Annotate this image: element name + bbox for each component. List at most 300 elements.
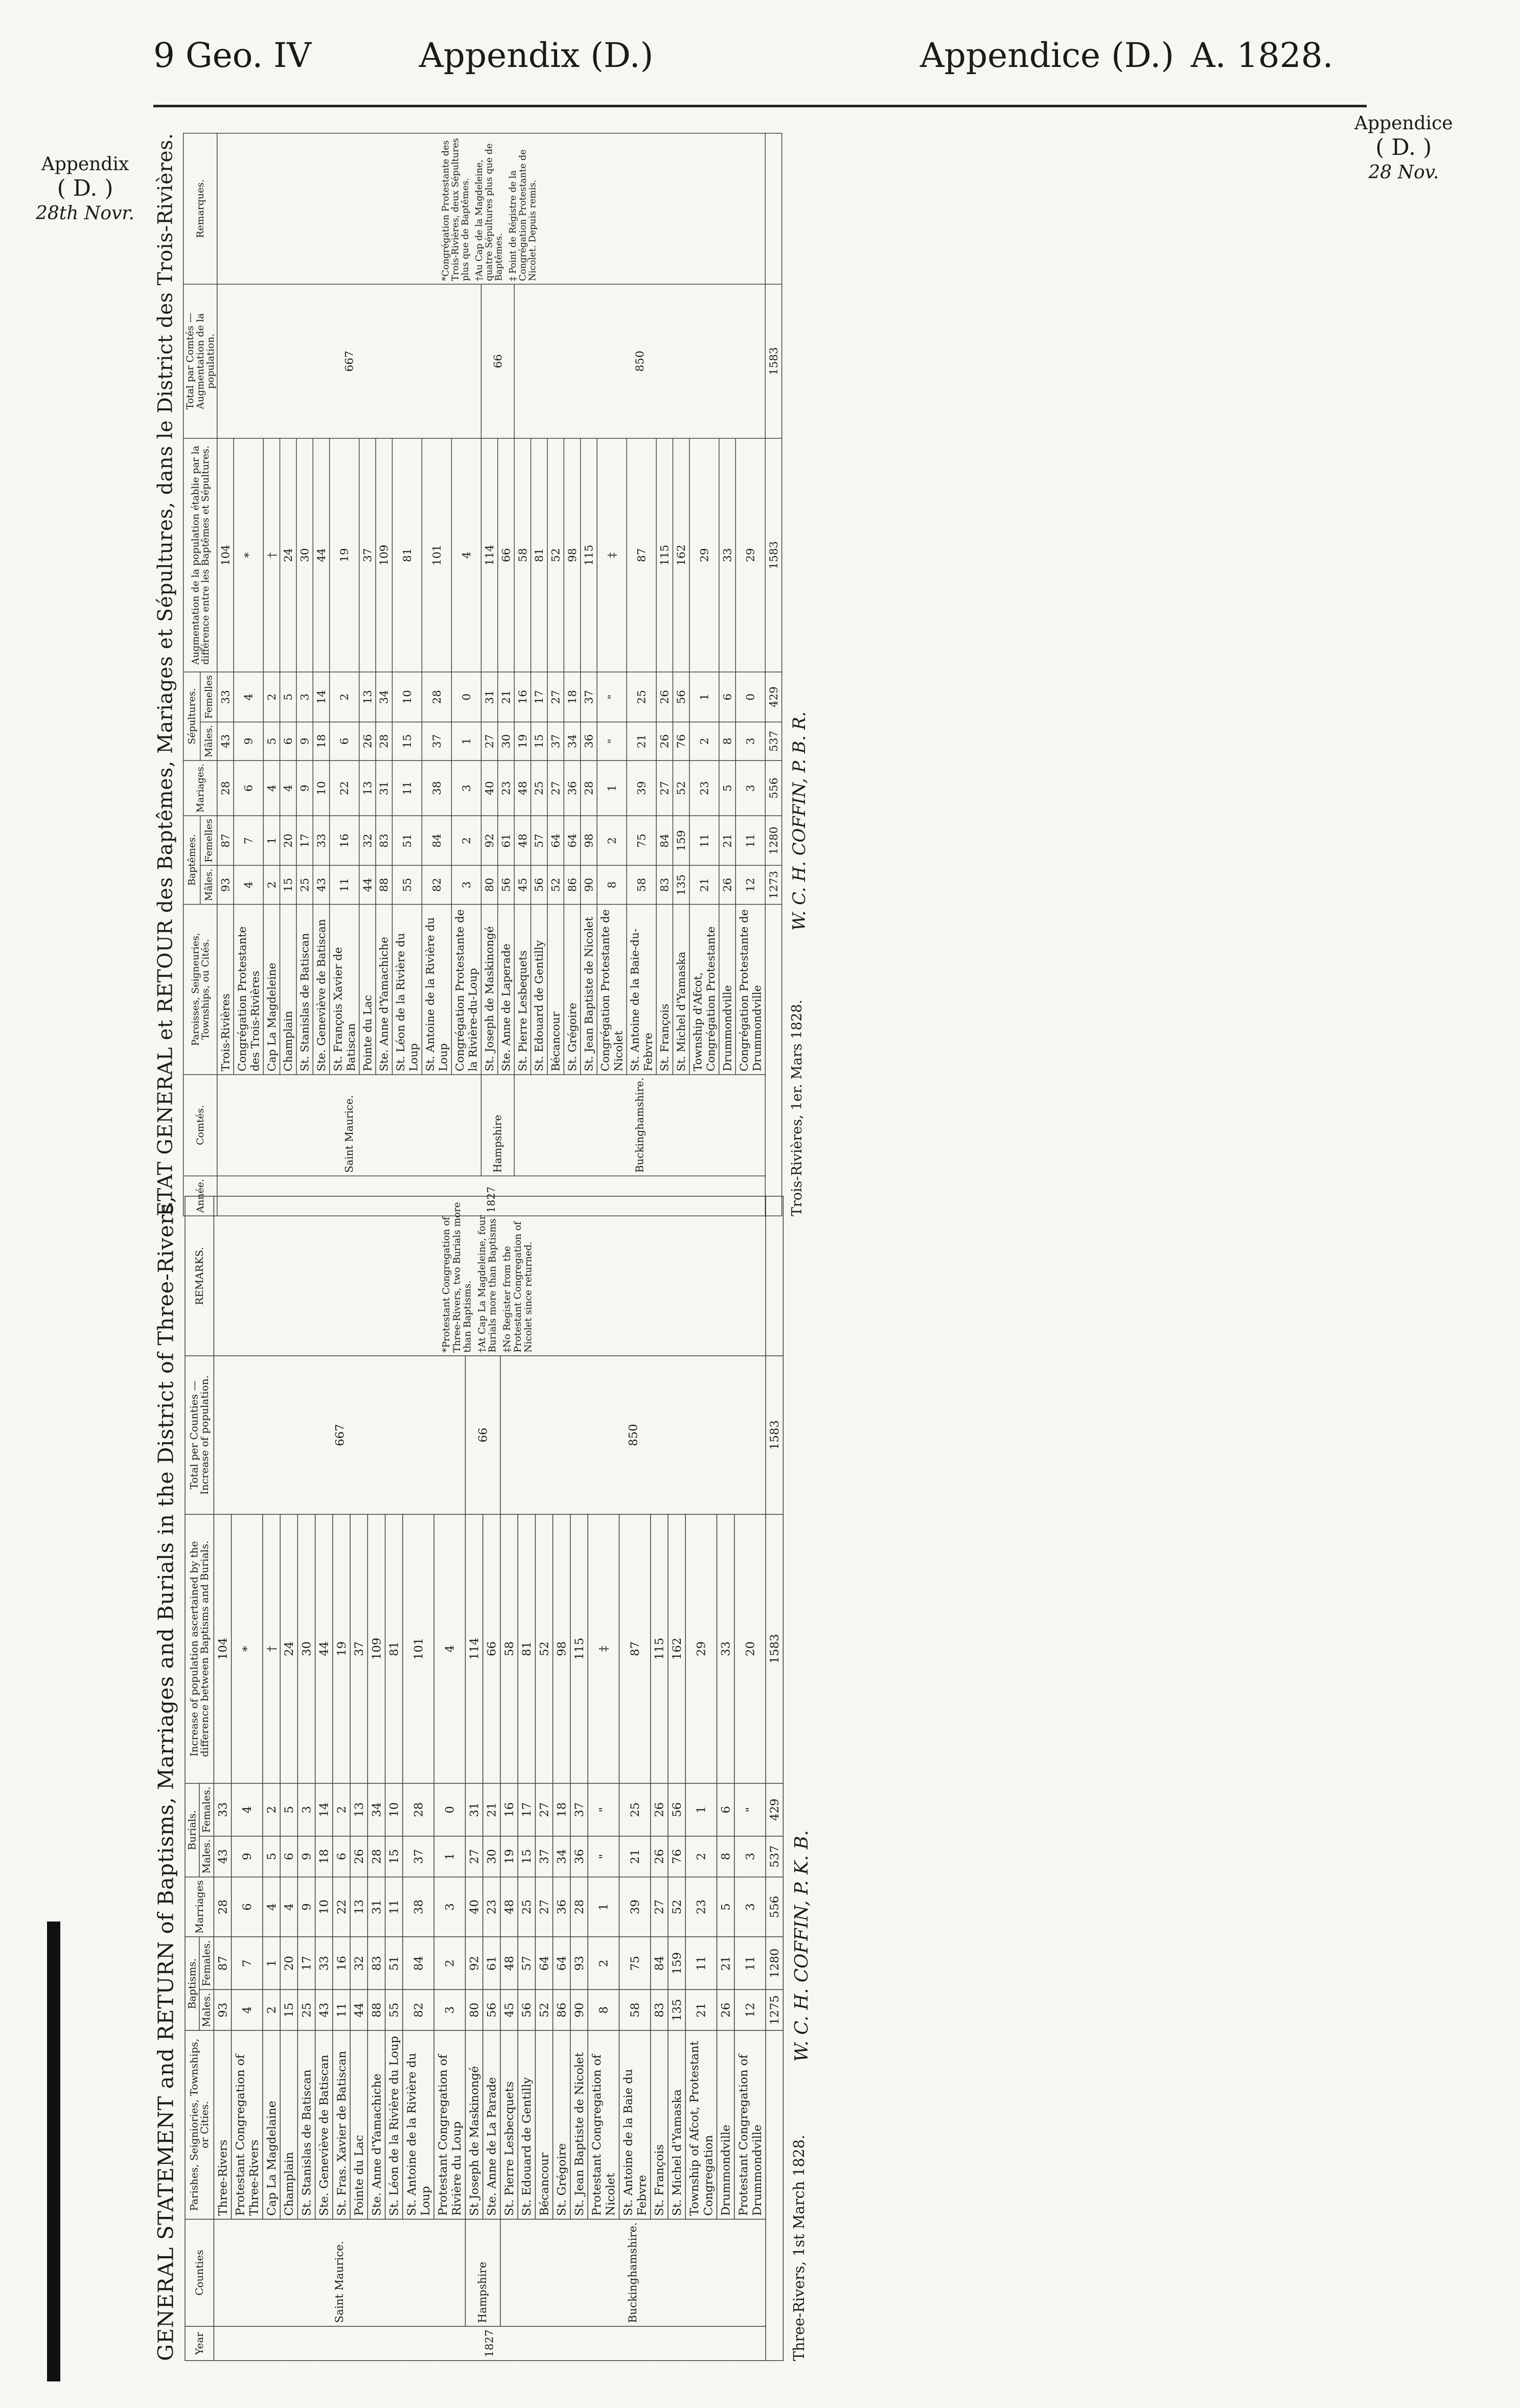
value-cell: 9: [231, 1836, 262, 1877]
value-cell: 1: [263, 816, 280, 865]
value-cell: 51: [393, 816, 422, 865]
value-cell: 1: [597, 760, 627, 816]
value-cell: 5: [719, 760, 735, 816]
county-total-cell: 667: [214, 1356, 465, 1514]
value-cell: 8: [719, 722, 735, 761]
value-cell: 115: [570, 1514, 588, 1784]
value-cell: 48: [500, 1877, 518, 1937]
parish-cell: Protestant Congregation of Rivière du Loup: [434, 2030, 465, 2219]
value-cell: 2: [685, 1836, 717, 1877]
value-cell: 2: [333, 1784, 350, 1836]
value-cell: 6: [717, 1784, 734, 1836]
value-cell: 36: [581, 722, 597, 761]
value-cell: 13: [359, 672, 376, 722]
value-cell: 135: [673, 866, 689, 905]
value-cell: 31: [376, 760, 392, 816]
total-cell: 429: [765, 672, 781, 722]
value-cell: 28: [214, 1877, 231, 1937]
value-cell: 16: [333, 1937, 350, 1989]
value-cell: 52: [535, 1514, 552, 1784]
value-cell: 87: [619, 1514, 650, 1784]
county-total-cell: 667: [217, 284, 481, 438]
value-cell: 12: [735, 866, 765, 905]
value-cell: 4: [280, 760, 296, 816]
parish-cell: Bécancour: [547, 904, 564, 1074]
remark-note: *Congrégation Protestante des Trois-Rivières, deux Sépultures plus que de Baptêmes.: [440, 138, 471, 282]
parish-cell: St. Grégoire: [564, 904, 580, 1074]
value-cell: 2: [689, 722, 719, 761]
value-cell: 37: [350, 1514, 367, 1784]
increase-header: Augmentation de la population établie par la différence entre les Baptêmes et Sépultures.: [183, 438, 217, 672]
county-cell: Hampshire: [465, 2219, 500, 2326]
value-cell: 7: [234, 816, 263, 865]
parish-cell: Pointe du Lac: [359, 904, 376, 1074]
parish-cell: Cap La Magdelaine: [263, 2030, 280, 2219]
value-cell: 115: [656, 438, 673, 672]
baptisms-header: Baptisms.: [185, 1937, 199, 2030]
value-cell: 34: [367, 1784, 385, 1836]
running-head-session: 9 Geo. IV: [153, 36, 312, 75]
value-cell: 28: [570, 1877, 588, 1937]
english-signature: W. C. H. COFFIN, P. K. B.: [791, 1830, 812, 2062]
county-total-cell: 66: [465, 1356, 500, 1514]
value-cell: 83: [376, 816, 392, 865]
value-cell: 18: [315, 1836, 332, 1877]
burials-males-header: Mâles.: [200, 722, 217, 761]
remark-note: ‡No Register from the Protestant Congregation of Nicolet since returned.: [502, 1221, 534, 1353]
value-cell: 45: [500, 1989, 518, 2030]
french-return: [153, 133, 809, 1216]
value-cell: 18: [564, 672, 580, 722]
value-cell: 15: [385, 1836, 402, 1877]
county-cell: Saint Maurice.: [217, 1075, 481, 1176]
value-cell: 114: [481, 438, 498, 672]
value-cell: 20: [734, 1514, 766, 1784]
totals-row: [765, 133, 781, 1216]
value-cell: 2: [263, 672, 280, 722]
parish-cell: St. François: [656, 904, 673, 1074]
value-cell: 44: [313, 438, 329, 672]
value-cell: 83: [651, 1989, 668, 2030]
remarks-cell: [214, 1196, 766, 1356]
value-cell: 19: [333, 1514, 350, 1784]
value-cell: 22: [333, 1877, 350, 1937]
value-cell: 2: [263, 1784, 280, 1836]
baptisms-females-header: Femelles: [200, 816, 217, 865]
value-cell: 18: [313, 722, 329, 761]
value-cell: 31: [465, 1784, 482, 1836]
value-cell: 101: [403, 1514, 434, 1784]
value-cell: 43: [217, 722, 234, 761]
value-cell: 81: [385, 1514, 402, 1784]
value-cell: 34: [376, 672, 392, 722]
value-cell: 11: [735, 816, 765, 865]
value-cell: 52: [547, 438, 564, 672]
value-cell: 26: [719, 866, 735, 905]
value-cell: 45: [514, 866, 531, 905]
value-cell: 14: [313, 672, 329, 722]
parish-cell: Ste. Geneviève de Batiscan: [313, 904, 329, 1074]
value-cell: 23: [685, 1877, 717, 1937]
value-cell: 37: [535, 1836, 552, 1877]
value-cell: 44: [359, 866, 376, 905]
value-cell: 48: [514, 816, 531, 865]
value-cell: 75: [619, 1937, 650, 1989]
parish-cell: St. Stanislas de Batiscan: [297, 2030, 315, 2219]
margin-note-label: Appendix: [41, 154, 129, 175]
counties-header: Counties: [185, 2219, 214, 2326]
value-cell: 57: [531, 816, 547, 865]
value-cell: 8: [597, 866, 627, 905]
value-cell: 6: [280, 722, 296, 761]
value-cell: 23: [483, 1877, 500, 1937]
value-cell: 27: [535, 1877, 552, 1937]
value-cell: 2: [597, 816, 627, 865]
value-cell: 87: [214, 1937, 231, 1989]
french-title: ETAT GENERAL et RETOUR des Baptêmes, Mariages et Sépultures, dans le District des Trois-Rivières.: [153, 132, 177, 1216]
value-cell: 19: [330, 438, 359, 672]
value-cell: 11: [685, 1937, 717, 1989]
value-cell: 58: [500, 1514, 518, 1784]
total-cell: 537: [766, 1836, 783, 1877]
value-cell: 66: [498, 438, 514, 672]
value-cell: 8: [717, 1836, 734, 1877]
value-cell: 22: [330, 760, 359, 816]
value-cell: 36: [570, 1836, 588, 1877]
value-cell: 15: [393, 722, 422, 761]
value-cell: *: [231, 1514, 262, 1784]
value-cell: 36: [552, 1877, 570, 1937]
value-cell: 55: [385, 1989, 402, 2030]
value-cell: 25: [627, 672, 656, 722]
value-cell: 4: [280, 1877, 297, 1937]
value-cell: 4: [263, 760, 280, 816]
value-cell: 58: [627, 866, 656, 905]
value-cell: ": [597, 722, 627, 761]
value-cell: 6: [231, 1877, 262, 1937]
parish-cell: St. Léon de la Rivière du Loup: [385, 2030, 402, 2219]
value-cell: 17: [296, 816, 313, 865]
value-cell: 1: [588, 1877, 619, 1937]
value-cell: 20: [280, 816, 296, 865]
value-cell: 87: [627, 438, 656, 672]
value-cell: 162: [668, 1514, 685, 1784]
value-cell: 27: [651, 1877, 668, 1937]
value-cell: 93: [217, 866, 234, 905]
value-cell: 5: [717, 1877, 734, 1937]
value-cell: 86: [552, 1989, 570, 2030]
parish-cell: Ste. Geneviève de Batiscan: [315, 2030, 332, 2219]
value-cell: 52: [668, 1877, 685, 1937]
value-cell: 55: [393, 866, 422, 905]
parish-cell: St Joseph de Maskinongé: [465, 2030, 482, 2219]
total-cell: 556: [766, 1877, 783, 1937]
value-cell: 37: [422, 722, 452, 761]
english-return: [153, 1196, 812, 2361]
value-cell: ‡: [588, 1514, 619, 1784]
value-cell: 80: [481, 866, 498, 905]
value-cell: 26: [656, 722, 673, 761]
value-cell: 21: [483, 1784, 500, 1836]
parish-cell: Ste. Anne d'Yamachiche: [376, 904, 392, 1074]
running-head-appendice: Appendice (D.): [920, 36, 1174, 75]
value-cell: 3: [734, 1836, 766, 1877]
total-cell: 1275: [766, 1989, 783, 2030]
value-cell: 56: [518, 1989, 535, 2030]
value-cell: 3: [296, 672, 313, 722]
parish-cell: Congrégation Protestante de Nicolet: [597, 904, 627, 1074]
value-cell: 98: [581, 816, 597, 865]
value-cell: 28: [376, 722, 392, 761]
value-cell: 10: [393, 672, 422, 722]
parish-cell: Three-Rivers: [214, 2030, 231, 2219]
value-cell: 27: [535, 1784, 552, 1836]
value-cell: 28: [403, 1784, 434, 1836]
value-cell: 1: [434, 1836, 465, 1877]
value-cell: 75: [627, 816, 656, 865]
value-cell: 9: [234, 722, 263, 761]
parish-cell: Pointe du Lac: [350, 2030, 367, 2219]
value-cell: 64: [564, 816, 580, 865]
parish-cell: St. Stanislas de Batiscan: [296, 904, 313, 1074]
value-cell: 4: [231, 1784, 262, 1836]
baptisms-females-header: Females.: [199, 1937, 214, 1989]
county-cell: Buckinghamshire.: [514, 1075, 765, 1176]
value-cell: ": [588, 1836, 619, 1877]
value-cell: 13: [350, 1877, 367, 1937]
value-cell: 58: [514, 438, 531, 672]
value-cell: 109: [376, 438, 392, 672]
value-cell: ‡: [597, 438, 627, 672]
margin-note-letter: ( D. ): [1375, 134, 1432, 161]
parish-cell: St. Joseph de Maskinongé: [481, 904, 498, 1074]
remark-note: ‡ Point de Régistre de la Congrégation Protestante de Nicolet. Depuis remis.: [508, 149, 538, 282]
value-cell: 26: [656, 672, 673, 722]
table-row: [214, 1196, 231, 2361]
value-cell: 81: [531, 438, 547, 672]
value-cell: 81: [518, 1514, 535, 1784]
value-cell: 82: [422, 866, 452, 905]
value-cell: 24: [280, 1514, 297, 1784]
totals-row: [766, 1196, 783, 2361]
remark-note: †At Cap La Magdeleine, four Burials more than Baptisms: [476, 1215, 498, 1353]
value-cell: 18: [552, 1784, 570, 1836]
value-cell: 11: [330, 866, 359, 905]
value-cell: 3: [452, 866, 481, 905]
parish-cell: Bécancour: [535, 2030, 552, 2219]
value-cell: †: [263, 438, 280, 672]
value-cell: 64: [552, 1937, 570, 1989]
value-cell: 11: [393, 760, 422, 816]
value-cell: 43: [214, 1836, 231, 1877]
value-cell: 3: [734, 1877, 766, 1937]
total-cell: 1583: [765, 284, 781, 438]
value-cell: 28: [217, 760, 234, 816]
value-cell: 2: [330, 672, 359, 722]
value-cell: 12: [734, 1989, 766, 2030]
value-cell: 6: [330, 722, 359, 761]
value-cell: 1: [685, 1784, 717, 1836]
parish-cell: St. Jean Baptiste de Nicolet: [581, 904, 597, 1074]
value-cell: 2: [452, 816, 481, 865]
value-cell: 61: [498, 816, 514, 865]
value-cell: 30: [498, 722, 514, 761]
remark-note: †Au Cap de la Magdeleine, quatre Sépultures plus que de Baptêmes.: [474, 143, 504, 282]
value-cell: 10: [313, 760, 329, 816]
value-cell: 86: [564, 866, 580, 905]
value-cell: 5: [263, 1836, 280, 1877]
english-date: Three-Rivers, 1st March 1828.: [791, 2135, 808, 2361]
counties-header: Comtés.: [183, 1075, 217, 1176]
parish-cell: Drummondville: [719, 904, 735, 1074]
value-cell: 27: [481, 722, 498, 761]
parish-cell: St. Pierre Lesbecquets: [500, 2030, 518, 2219]
value-cell: 34: [552, 1836, 570, 1877]
parish-cell: St. Fras. Xavier de Batiscan: [333, 2030, 350, 2219]
value-cell: 33: [719, 438, 735, 672]
parish-cell: St. Antoine de la Baie-du-Febvre: [627, 904, 656, 1074]
value-cell: 21: [619, 1836, 650, 1877]
value-cell: 87: [217, 816, 234, 865]
value-cell: 39: [627, 760, 656, 816]
margin-note-left: [36, 153, 134, 224]
value-cell: 4: [434, 1514, 465, 1784]
value-cell: 29: [735, 438, 765, 672]
value-cell: 52: [673, 760, 689, 816]
parish-cell: Congrégation Protestante des Trois-Rivières: [234, 904, 263, 1074]
marriages-header: Marriages: [185, 1877, 214, 1937]
value-cell: 19: [500, 1836, 518, 1877]
total-cell: 1280: [766, 1937, 783, 1989]
parish-cell: Ste. Anne d'Yamachiche: [367, 2030, 385, 2219]
table-row: [217, 133, 234, 1216]
value-cell: 16: [500, 1784, 518, 1836]
value-cell: 2: [588, 1937, 619, 1989]
value-cell: 15: [280, 1989, 297, 2030]
parish-cell: Champlain: [280, 904, 296, 1074]
value-cell: 17: [518, 1784, 535, 1836]
county-cell: Buckinghamshire.: [500, 2219, 766, 2326]
value-cell: 88: [376, 866, 392, 905]
value-cell: 88: [367, 1989, 385, 2030]
value-cell: †: [263, 1514, 280, 1784]
value-cell: 159: [668, 1937, 685, 1989]
total-cell: 556: [765, 760, 781, 816]
value-cell: 9: [297, 1877, 315, 1937]
parish-cell: St. Jean Baptiste de Nicolet: [570, 2030, 588, 2219]
value-cell: 30: [483, 1836, 500, 1877]
parish-cell: St. Michel d'Yamaska: [673, 904, 689, 1074]
value-cell: 26: [717, 1989, 734, 2030]
value-cell: 33: [313, 816, 329, 865]
value-cell: 4: [234, 866, 263, 905]
parish-cell: St. Edouard de Gentilly: [518, 2030, 535, 2219]
value-cell: 13: [359, 760, 376, 816]
value-cell: 2: [263, 866, 280, 905]
value-cell: 43: [315, 1989, 332, 2030]
value-cell: 31: [481, 672, 498, 722]
total-cell: 1280: [765, 816, 781, 865]
value-cell: 21: [685, 1989, 717, 2030]
value-cell: 81: [393, 438, 422, 672]
value-cell: 37: [359, 438, 376, 672]
value-cell: 4: [452, 438, 481, 672]
parish-cell: Drummondville: [717, 2030, 734, 2219]
value-cell: 21: [717, 1937, 734, 1989]
value-cell: 36: [564, 760, 580, 816]
value-cell: 135: [668, 1989, 685, 2030]
value-cell: 26: [359, 722, 376, 761]
value-cell: 10: [315, 1877, 332, 1937]
value-cell: 83: [656, 866, 673, 905]
county-cell: Saint Maurice.: [214, 2219, 465, 2326]
value-cell: 84: [651, 1937, 668, 1989]
margin-note-right: [1354, 112, 1453, 183]
value-cell: 37: [581, 672, 597, 722]
value-cell: 40: [481, 760, 498, 816]
value-cell: 1: [263, 1937, 280, 1989]
year-header: Year: [185, 2326, 214, 2360]
parish-cell: Champlain: [280, 2030, 297, 2219]
value-cell: 21: [627, 722, 656, 761]
total-cell: 1583: [766, 1514, 783, 1784]
value-cell: 38: [422, 760, 452, 816]
value-cell: 5: [280, 1784, 297, 1836]
parish-cell: St. Antoine de la Rivière du Loup: [422, 904, 452, 1074]
parish-cell: Ste. Anne de Laperade: [498, 904, 514, 1074]
value-cell: 25: [296, 866, 313, 905]
value-cell: 7: [231, 1937, 262, 1989]
total-cell: 1583: [766, 1356, 783, 1514]
baptisms-males-header: Mâles.: [200, 866, 217, 905]
value-cell: 25: [297, 1989, 315, 2030]
english-title: GENERAL STATEMENT and RETURN of Baptisms, Marriages and Burials in the District of Three-Rivers,: [153, 1196, 178, 2361]
value-cell: 9: [296, 722, 313, 761]
county-cell: Hampshire: [481, 1075, 515, 1176]
english-table: [185, 1196, 784, 2361]
value-cell: 6: [280, 1836, 297, 1877]
value-cell: 64: [535, 1937, 552, 1989]
value-cell: 9: [297, 1836, 315, 1877]
value-cell: 93: [570, 1937, 588, 1989]
value-cell: 162: [673, 438, 689, 672]
value-cell: 29: [689, 438, 719, 672]
value-cell: 115: [581, 438, 597, 672]
year-cell: 1827: [214, 2326, 766, 2360]
value-cell: 56: [498, 866, 514, 905]
year-cell: 1827: [217, 1176, 765, 1216]
header-rule: [153, 105, 1367, 107]
increase-header: Increase of population ascertained by the difference between Baptisms and Burials.: [185, 1514, 214, 1784]
total-cell: 1583: [765, 438, 781, 672]
burials-header: Sépultures.: [183, 672, 200, 760]
value-cell: 37: [547, 722, 564, 761]
parish-cell: St. Grégoire: [552, 2030, 570, 2219]
value-cell: 52: [535, 1989, 552, 2030]
value-cell: 25: [619, 1784, 650, 1836]
value-cell: 56: [483, 1989, 500, 2030]
value-cell: 98: [564, 438, 580, 672]
value-cell: 3: [297, 1784, 315, 1836]
parish-cell: Congrégation Protestante de la Rivière-du-Loup: [452, 904, 481, 1074]
value-cell: 90: [581, 866, 597, 905]
value-cell: 16: [514, 672, 531, 722]
value-cell: 13: [350, 1784, 367, 1836]
value-cell: 104: [214, 1514, 231, 1784]
value-cell: 1: [452, 722, 481, 761]
table-row: [465, 1196, 482, 2361]
scan-edge-bar: [47, 1921, 60, 2381]
